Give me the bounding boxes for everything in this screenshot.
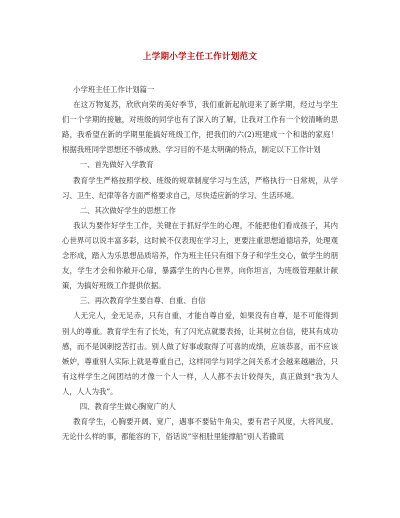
section-heading-3: 三、再次教育学生要自尊、自重、自信 — [79, 296, 206, 306]
document-title: 上学期小学主任工作计划范文 — [142, 52, 258, 62]
paragraph-section-1: 教育学生严格按照学校、班级的规章制度学习与生活，严格执行一日常规，从学习、卫生、纪律等各方面严格要求自己，尽快适应新的学习、生活环境。 — [62, 175, 338, 200]
document-body — [62, 82, 338, 444]
section-heading-2: 二、其次做好学生的思想工作 — [79, 205, 176, 215]
paragraph-section-4: 教育学生，心胸要开阔、宽广，遇事不要钻牛角尖，要有君子风度，大将风度。无论什么样的事，都能容的下，俗话说”宰相肚里能撑船”别人若撒谎 — [62, 417, 338, 442]
paragraph-section-3: 人无完人，金无足赤，只有自重，才能自尊自爱，如果没有自尊，是不可能得到别人的尊重。教育学生有了长处，有了闪光点就要表扬，让其树立自信，使其有成功感，而不是讽刺挖苦打击。别人做了好事或取得了可喜的成绩，应该恭喜，而不应该嫉妒，尊重别人实际上就是尊重自己，这样同学与同学之间关系才会越来越融洽，只有这样学生之间团结的才像一个人一样，人人都不去计较得失，真正做到“我为人人，人人为我”。 — [62, 311, 338, 396]
paragraph-section-2: 我认为要作好学生工作，关键在于抓好学生的心理，不能把他们看成孩子，其内心世界可以说丰富多彩，这时候不仅表现在学习上，更要注重思想道德培养，处理观念形成，踏入为乐思想品质培养，作为班主任只有细下身子和学生交心，做学生的朋友，学生才会和你敞开心扉，暴露学生的内心世界，向你坦言，为班级管理献计献策，为搞好班级工作提供依据。 — [62, 220, 338, 291]
section-heading-1: 一、首先做好入学教育 — [79, 160, 154, 170]
paragraph-intro: 在这万物复苏，欣欣向荣的美好季节，我们重新起航迎来了新学期，经过与学生们一个学期的接触，对班级的同学也有了深入的了解，让我对工作有一个较清晰的思路，我希望在新的学期里能搞好班级工作，把我们的六(2)班建成一个和谐的家庭！根据我班同学思想还不够成熟、学习目的不是太明确的特点，制定以下工作计划 — [62, 100, 338, 155]
document-subtitle: 小学班主任工作计划篇一 — [73, 85, 155, 94]
section-heading-4: 四、教育学生做心胸宽广的人 — [79, 401, 176, 411]
